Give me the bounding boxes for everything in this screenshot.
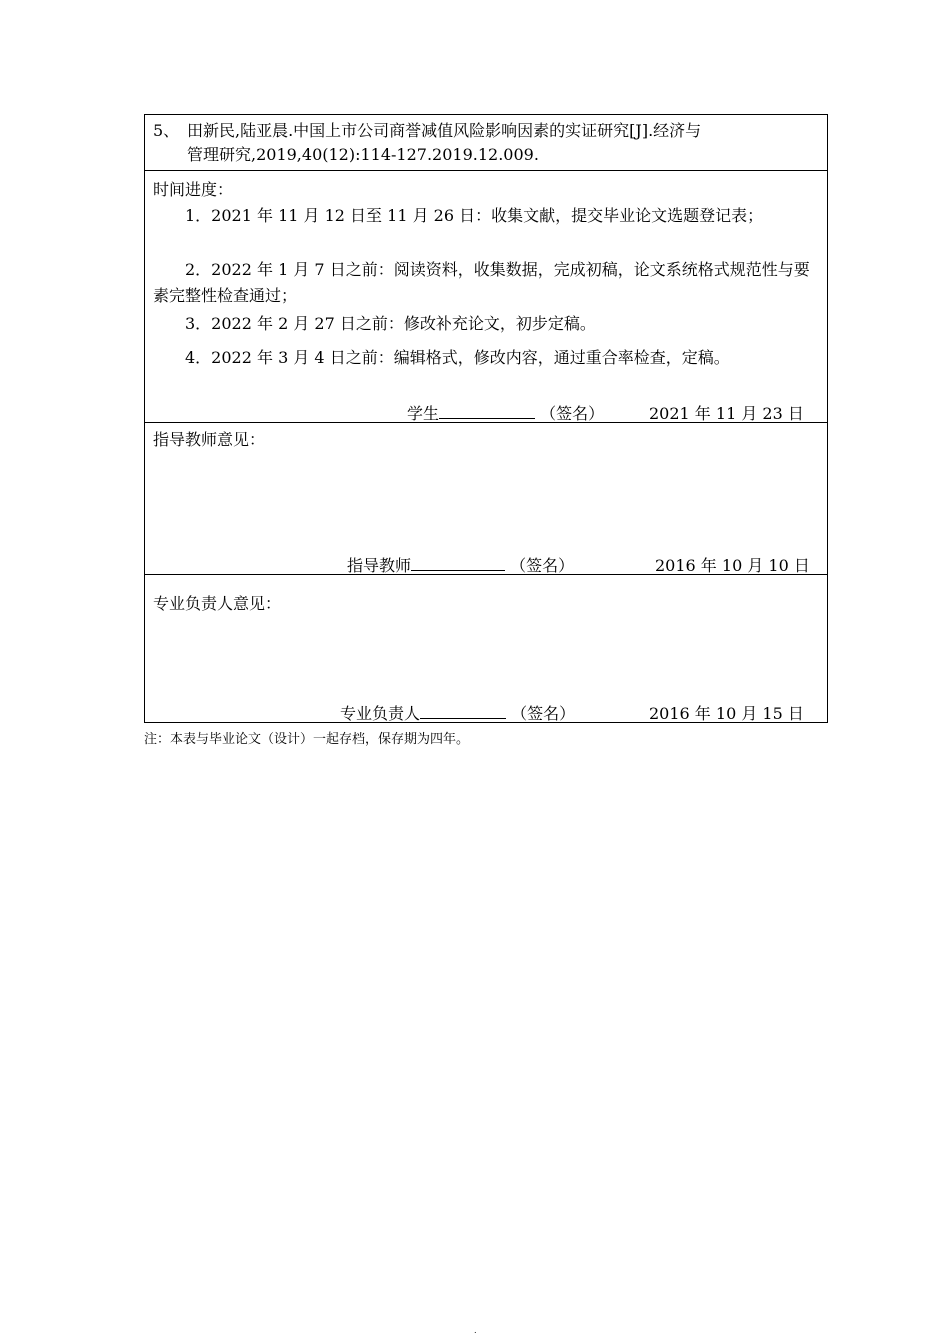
reference-line-1: 田新民,陆亚晨.中国上市公司商誉减值风险影响因素的实证研究[J].经济与 [187,121,702,140]
progress-item-2: 2．2022 年 1 月 7 日之前：阅读资料，收集数据，完成初稿，论文系统格式规范性与要素完整性检查通过； [153,260,810,305]
archive-note: 注：本表与毕业论文（设计）一起存档，保存期为四年。 [144,732,470,747]
head-date: 2016 年 10 月 15 日 [649,704,804,723]
advisor-label: 指导教师 [347,556,412,575]
advisor-date: 2016 年 10 月 10 日 [655,556,810,575]
head-opinion-section [145,575,827,722]
head-label: 专业负责人 [340,704,421,723]
reference-line-2: 管理研究,2019,40(12):114-127.2019.12.009. [187,145,539,164]
reference-row [145,115,827,171]
head-signature-line [340,701,575,724]
student-signature-line [407,401,604,424]
student-sign-note: （签名） [540,404,605,423]
advisor-opinion-label: 指导教师意见： [153,430,266,449]
head-opinion-label: 专业负责人意见： [153,594,282,613]
student-date: 2021 年 11 月 23 日 [649,404,804,423]
student-signature-blank [439,402,535,419]
progress-item-4: 4．2022 年 3 月 4 日之前：编辑格式，修改内容，通过重合率检查，定稿。 [185,348,730,367]
advisor-sign-note: （签名） [510,556,575,575]
reference-number: 5、 [153,121,180,140]
progress-section [145,171,827,423]
head-sign-note: （签名） [511,704,576,723]
progress-item-1: 1．2021 年 11 月 12 日至 11 月 26 日：收集文献，提交毕业论文选题登记表； [185,206,764,225]
progress-label: 时间进度： [153,180,234,199]
thesis-form-table [144,114,828,723]
head-signature-blank [420,702,506,719]
progress-item-3: 3．2022 年 2 月 27 日之前：修改补充论文，初步定稿。 [185,314,596,333]
advisor-signature-blank [411,554,505,571]
footer-mark: . [474,1326,477,1335]
student-label: 学生 [407,404,440,423]
advisor-opinion-section [145,423,827,575]
advisor-signature-line [347,553,574,576]
